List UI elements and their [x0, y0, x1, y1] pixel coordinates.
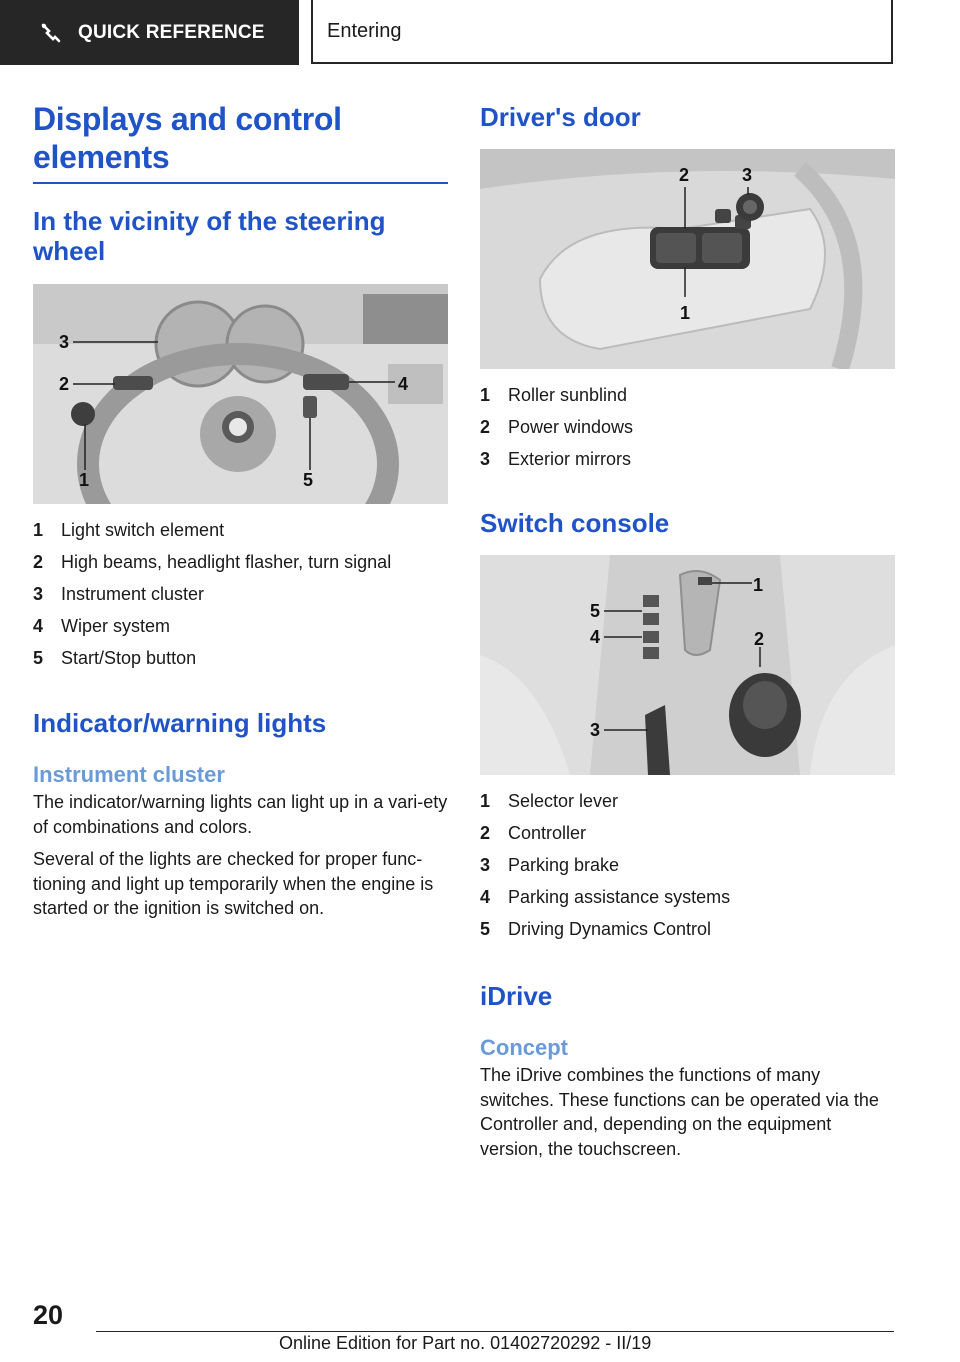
page-number: 20: [33, 1300, 64, 1330]
list-item: 1 Selector lever: [480, 791, 619, 811]
drivers-door-figure: [480, 149, 895, 369]
idrive-heading: iDrive: [480, 981, 553, 1011]
list-item: 3 Exterior mirrors: [480, 449, 632, 469]
drivers-door-heading: Driver's door: [480, 102, 641, 132]
steering-heading: In the vicinity of the steering wheel: [33, 206, 386, 266]
indicator-paragraph-2: Several of the lights are checked for proper func-tioning and light up temporarily when the engine is started or the ignition is switched on.: [33, 849, 434, 918]
door-legend: [480, 379, 895, 475]
right-column: [480, 102, 895, 1161]
instrument-cluster-subheading: Instrument cluster: [33, 762, 225, 787]
console-legend: [480, 785, 895, 945]
car-quick-reference-icon: [40, 23, 62, 43]
concept-subheading: Concept: [480, 1035, 568, 1060]
callout-2: 2: [679, 165, 690, 185]
indicator-paragraph-1: The indicator/warning lights can light up in a vari-ety of combinations and colors.: [33, 792, 448, 837]
list-item: 1 Light switch element: [33, 520, 225, 540]
idrive-paragraph: The iDrive combines the functions of many switches. These functions can be operated via the Controller and, depending on the equipment version, the touchscreen.: [480, 1065, 879, 1159]
indicator-heading: Indicator/warning lights: [33, 708, 327, 738]
list-item: 5 Driving Dynamics Control: [480, 919, 712, 939]
left-column: [33, 100, 448, 921]
steering-wheel-figure: [33, 284, 448, 504]
list-item: 1 Roller sunblind: [480, 385, 628, 405]
switch-console-figure: [480, 555, 895, 775]
chapter-label: Entering: [327, 19, 402, 42]
steering-legend: [33, 514, 448, 674]
page-title: Displays and control elements: [33, 101, 342, 175]
callout-4: 4: [590, 627, 601, 647]
callout-4: 4: [398, 374, 409, 394]
callout-3: 3: [59, 332, 70, 352]
list-item: 2 Controller: [480, 823, 587, 843]
callout-1: 1: [680, 303, 691, 323]
callout-2: 2: [59, 374, 70, 394]
quick-reference-tab[interactable]: [0, 0, 299, 65]
callout-1: 1: [753, 575, 764, 595]
list-item: 2 Power windows: [480, 417, 634, 437]
list-item: 3 Instrument cluster: [33, 584, 205, 604]
callout-3: 3: [742, 165, 753, 185]
callout-5: 5: [303, 470, 314, 490]
footer-divider: [96, 1331, 894, 1332]
callout-1: 1: [79, 470, 90, 490]
section-label: QUICK REFERENCE: [78, 21, 265, 43]
callout-3: 3: [590, 720, 601, 740]
edition-text: Online Edition for Part no. 01402720292 - II/19: [279, 1333, 652, 1353]
list-item: 4 Parking assistance systems: [480, 887, 731, 907]
list-item: 5 Start/Stop button: [33, 648, 197, 668]
chapter-tab[interactable]: [311, 0, 893, 64]
list-item: 3 Parking brake: [480, 855, 620, 875]
title-divider: [33, 182, 448, 184]
list-item: 4 Wiper system: [33, 616, 171, 636]
callout-5: 5: [590, 601, 601, 621]
callout-2: 2: [754, 629, 765, 649]
list-item: 2 High beams, headlight flasher, turn signal: [33, 552, 392, 572]
switch-console-heading: Switch console: [480, 508, 670, 538]
